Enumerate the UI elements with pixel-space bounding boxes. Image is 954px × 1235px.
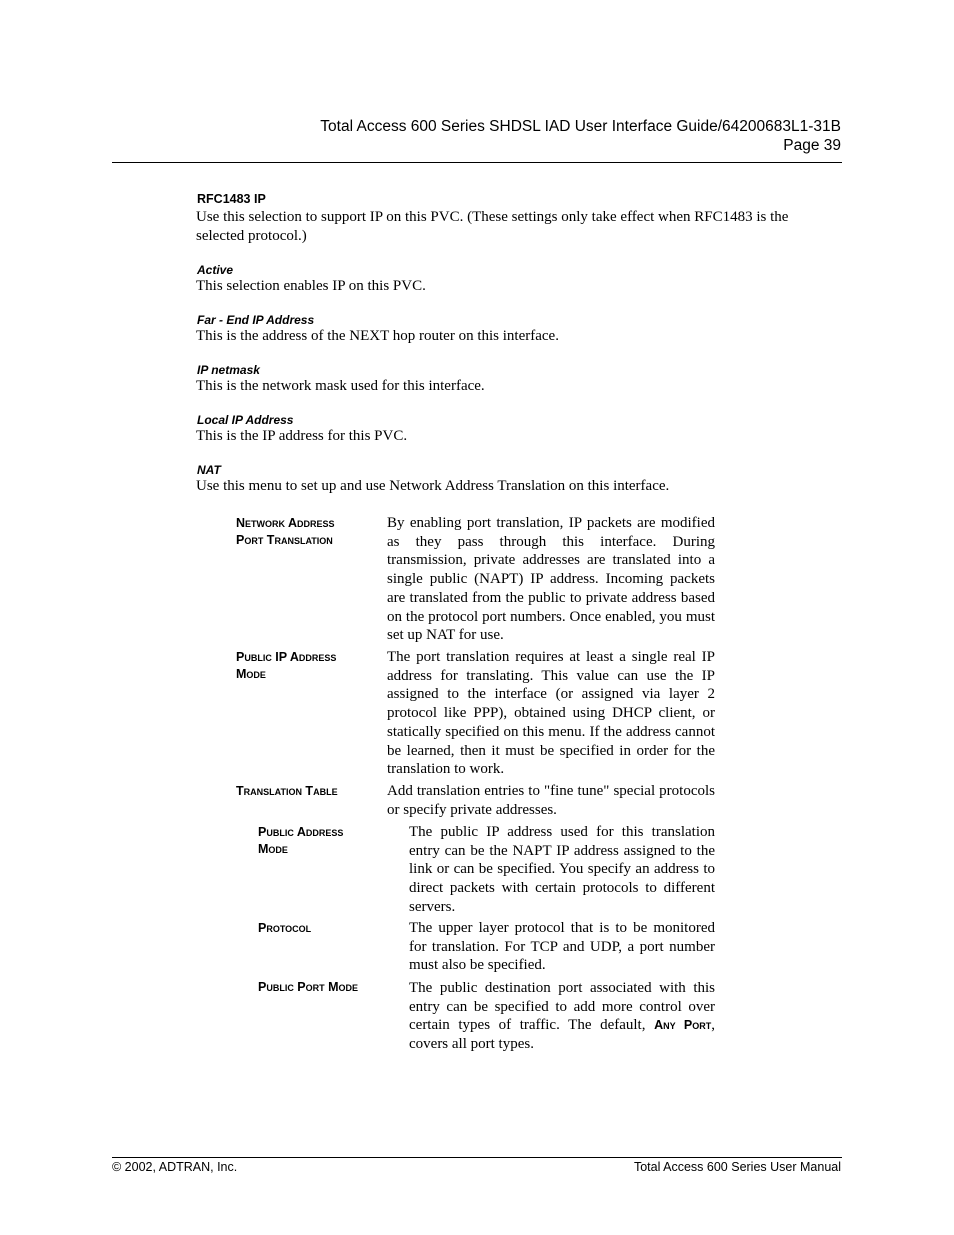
public-ip-mode-term [236, 649, 336, 683]
nat-heading: NAT [197, 463, 221, 477]
local-ip-heading: Local IP Address [197, 413, 294, 427]
public-address-mode-term [258, 824, 343, 858]
nat-text: Use this menu to set up and use Network Address Translation on this interface. [196, 478, 670, 494]
active-text: This selection enables IP on this PVC. [196, 278, 426, 294]
public-address-mode-description: The public IP address used for this translation entry can be the NAPT IP address assigned to the link or can be specified. You specify an address to direct packets with certain protocols to different servers. [409, 824, 715, 915]
footer-copyright: © 2002, ADTRAN, Inc. [112, 1160, 238, 1174]
header-rule [112, 162, 842, 163]
rfc1483-heading: RFC1483 IP [197, 192, 266, 206]
public-ip-mode-term-line2: Mode [236, 667, 266, 681]
far-end-heading: Far - End IP Address [197, 313, 315, 327]
netmask-text: This is the network mask used for this interface. [196, 378, 485, 394]
public-address-mode-term-line2: Mode [258, 842, 288, 856]
local-ip-text: This is the IP address for this PVC. [196, 428, 408, 444]
page-number: Page 39 [783, 137, 841, 154]
public-ip-mode-term-line1: Public IP Address [236, 650, 337, 664]
far-end-text: This is the address of the NEXT hop router on this interface. [196, 328, 559, 344]
napt-term-line1: Network Address [236, 516, 335, 530]
translation-table-term: Translation Table [236, 784, 338, 798]
napt-term [236, 515, 335, 549]
public-port-mode-text: The public destination port associated with this entry can be specified to add more control over certain types of traffic. The default, [409, 980, 715, 1034]
netmask-heading: IP netmask [197, 363, 260, 377]
translation-table-description: Add translation entries to "fine tune" special protocols or specify private addresses. [387, 783, 715, 818]
protocol-term: Protocol [258, 921, 312, 935]
active-heading: Active [197, 263, 234, 277]
public-port-mode-description [409, 979, 715, 1054]
protocol-description: The upper layer protocol that is to be monitored for translation. For TCP and UDP, a port number must also be specified. [409, 920, 715, 974]
public-ip-mode-description: The port translation requires at least a single real IP address for translating. This value can use the IP assigned to the interface (or assigned via layer 2 protocol like PPP), obtained using DHCP client, or statically specified on this menu. If the address cannot be learned, then it must be specified in order for the translation to work. [387, 649, 715, 778]
footer-manual-title: Total Access 600 Series User Manual [633, 1160, 841, 1174]
public-address-mode-term-line1: Public Address [258, 825, 344, 839]
napt-description: By enabling port translation, IP packets are modified as they pass through this interface. During transmission, private addresses are translated into a single public (NAPT) IP address. Incoming packets are translated from the public to private address based on the protocol port numbers. Once enabled, you must set up NAT for use. [387, 515, 715, 644]
napt-term-line2: Port Translation [236, 533, 333, 547]
header-title: Total Access 600 Series SHDSL IAD User Interface Guide/64200683L1-31B [320, 118, 841, 135]
footer-rule [112, 1157, 842, 1158]
rfc1483-text: Use this selection to support IP on this PVC. (These settings only take effect when RFC1483 is the selected protocol.) [196, 209, 789, 244]
public-port-mode-text-end: , covers all port types. [409, 1017, 715, 1053]
any-port-option: Any Port [654, 1018, 712, 1033]
public-port-mode-term: Public Port Mode [258, 980, 359, 994]
